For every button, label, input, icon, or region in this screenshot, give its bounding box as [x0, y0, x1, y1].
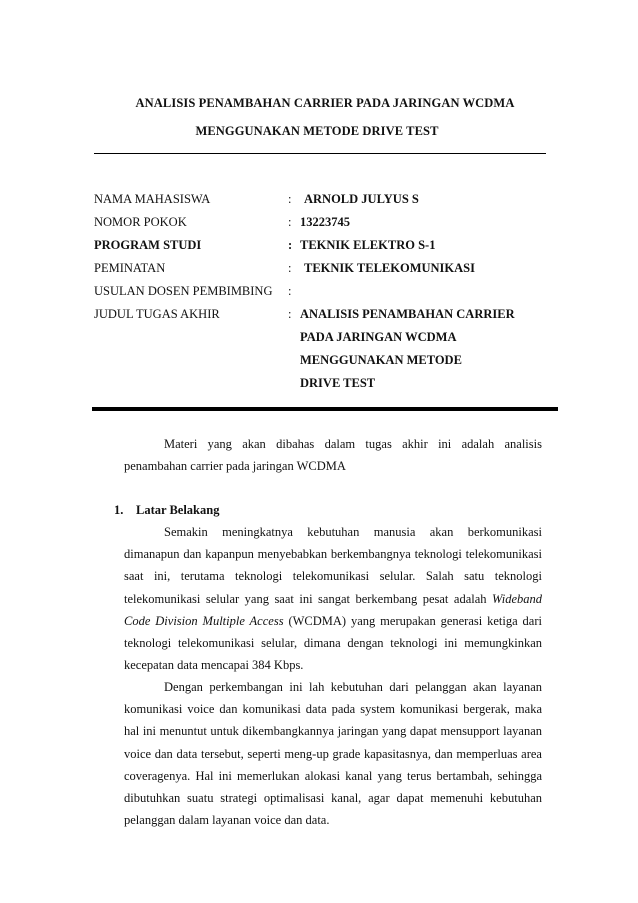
info-value: ARNOLD JULYUS S [304, 192, 419, 206]
info-row-peminatan [94, 261, 554, 281]
section-number: 1. [114, 503, 124, 517]
info-row-nama [94, 192, 554, 212]
info-label: PROGRAM STUDI [94, 238, 202, 252]
section-divider [92, 407, 558, 411]
section-heading [114, 503, 219, 518]
info-colon: : [288, 192, 292, 206]
info-row-judul-tugas-akhir [94, 307, 554, 327]
body-paragraph-1 [124, 521, 542, 676]
info-row-usulan-dosen [94, 284, 554, 304]
info-colon: : [288, 215, 292, 229]
paragraph-italic-term: Wideband Code Division Multiple Access [124, 591, 542, 628]
info-label: PEMINATAN [94, 261, 166, 275]
info-row-program-studi [94, 238, 554, 258]
paragraph-text: (WCDMA) yang merupakan generasi ketiga dari teknologi telekomunikasi selular, dimana dengan teknologi ini memungkinkan kecepatan data mencapai 384 Kbps. [124, 613, 542, 673]
info-colon: : [288, 284, 292, 298]
info-colon: : [288, 238, 293, 252]
info-label: NAMA MAHASISWA [94, 192, 211, 206]
info-row-nomor-pokok [94, 215, 554, 235]
info-value: 13223745 [300, 215, 350, 229]
info-colon: : [288, 307, 292, 321]
info-label: NOMOR POKOK [94, 215, 187, 229]
info-label: JUDUL TUGAS AKHIR [94, 307, 220, 321]
info-value: ANALISIS PENAMBAHAN CARRIER [300, 307, 515, 321]
judul-continuation-line: DRIVE TEST [300, 376, 376, 390]
info-label: USULAN DOSEN PEMBIMBING [94, 284, 273, 298]
intro-paragraph: Materi yang akan dibahas dalam tugas akhir ini adalah analisis penambahan carrier pada jaringan WCDMA [124, 437, 542, 474]
document-title-line-1: ANALISIS PENAMBAHAN CARRIER PADA JARINGAN WCDMA [135, 96, 515, 110]
document-title-line-2: MENGGUNAKAN METODE DRIVE TEST [195, 124, 439, 138]
info-colon: : [288, 261, 292, 275]
title-divider [94, 153, 546, 154]
section-title: Latar Belakang [136, 503, 220, 517]
body-paragraph-2: Dengan perkembangan ini lah kebutuhan dari pelanggan akan layanan komunikasi voice dan komunikasi data pada system komunikasi bergerak, maka hal ini menuntut untuk dikembangkannya jaringan yang dapat mensupport layanan voice dan data tersebut, seperti meng-up grade kapasitasnya, dan memperluas area coveragenya. Hal ini memerlukan alokasi kanal yang terus bertambah, sehingga dibutuhkan suatu strategi optimalisasi kanal, agar dapat memenuhi kebutuhan pelanggan dalam layanan voice dan data. [124, 680, 542, 828]
judul-continuation-line: PADA JARINGAN WCDMA [300, 330, 457, 344]
info-value: TEKNIK ELEKTRO S-1 [300, 238, 436, 252]
paragraph-text: Semakin meningkatnya kebutuhan manusia akan berkomunikasi dimanapun dan kapanpun menyebabkan berkembangnya teknologi telekomunikasi saat ini, terutama teknologi telekomunikasi selular. Salah satu teknologi telekomunikasi selular yang saat ini sangat berkembang pesat adalah [124, 525, 542, 606]
info-value: TEKNIK TELEKOMUNIKASI [304, 261, 475, 275]
judul-continuation-line: MENGGUNAKAN METODE [300, 353, 462, 367]
